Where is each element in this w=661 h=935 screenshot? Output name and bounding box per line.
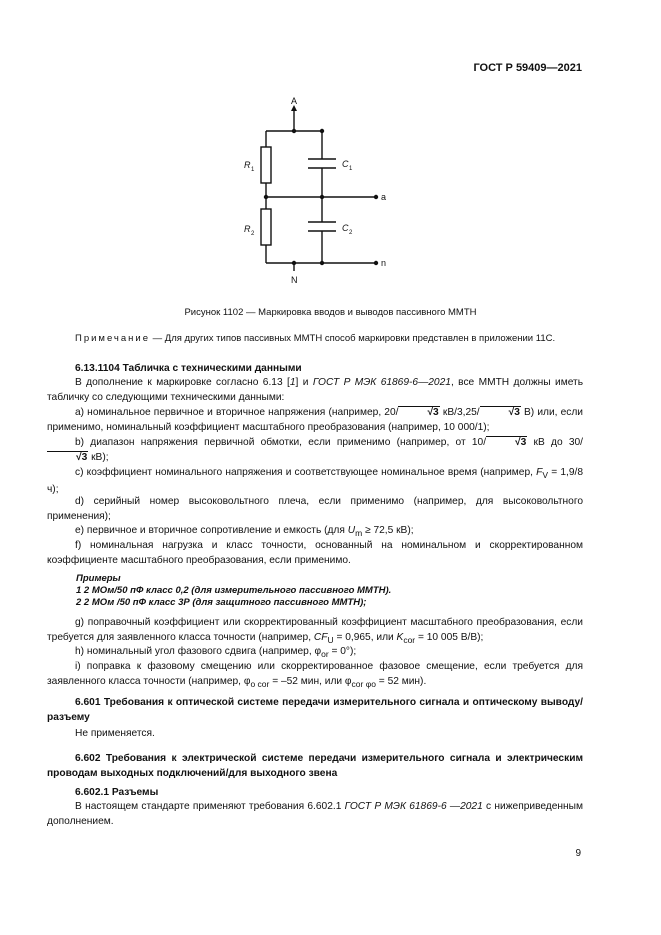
section-heading-6-602: 6.602 Требования к электрической системе передачи измерительного сигнала и электрическим проводам выходных подключений/для выходного звена bbox=[47, 753, 583, 779]
list-item-g: g) поправочный коэффициент или скорректированный коэффициент масштабного преобразования, если требуется для заявленного класса точности (например, $CF_U = 0,965$, или $K_{cor} = 10$ 005 В/В); bbox=[47, 617, 583, 645]
note: Примечание — Для других типов пассивных ММТН способ маркировки представлен в приложении 11С. bbox=[75, 333, 556, 344]
terminal-n-label: n bbox=[381, 258, 387, 268]
c2-label: C bbox=[342, 223, 349, 233]
r1-label: R bbox=[244, 160, 251, 170]
page-number: 9 bbox=[575, 848, 581, 859]
list-item-f: f) номинальная нагрузка и класс точности, основанный на номинальном и скорректированном коэффициенте масштабного преобразования, если применимо. bbox=[47, 540, 583, 566]
section-heading-6-13-1104: 6.13.1104 Табличка с техническими данными bbox=[75, 363, 302, 374]
r1-subscript: 1 bbox=[251, 167, 255, 173]
list-item-h: h) номинальный угол фазового сдвига (например, $\varphi_{or} = 0^\circ$); bbox=[75, 646, 357, 660]
note-label: Примечание bbox=[75, 333, 150, 344]
list-item-c: c) коэффициент номинального напряжения и соответствующее номинальное время (например, $F_V = 1,9/8$ ч); bbox=[47, 467, 583, 495]
example-1: 1 2 МОм/50 пФ класс 0,2 (для измерительного пассивного ММТН). bbox=[76, 585, 392, 596]
section-heading-6-602-1: 6.602.1 Разъемы bbox=[75, 787, 159, 798]
terminal-N-label: N bbox=[291, 275, 298, 285]
terminal-A-label: A bbox=[291, 96, 298, 106]
list-item-i: i) поправка к фазовому смещению или скорректированное фазовое смещение, если требуется для заявленного класса точности (например, $\varphi_{o cor} = -52$ мин, или $\varphi_{cor \varphi o} = 52$ мин). bbox=[47, 661, 583, 689]
paragraph-intro: В дополнение к маркировке согласно 6.13 [1] и ГОСТ Р МЭК 61869-6—2021, все ММТН должны иметь табличку со следующими техническими данными: bbox=[47, 377, 584, 403]
paragraph-6-601: Не применяется. bbox=[75, 728, 155, 739]
c1-label: C bbox=[342, 159, 349, 169]
examples-title: Примеры bbox=[76, 573, 121, 584]
document-code: ГОСТ Р 59409—2021 bbox=[473, 62, 582, 74]
list-item-e: e) первичное и вторичное сопротивление и емкость (для $U_m \ge 72,5$ кВ); bbox=[75, 525, 414, 539]
r2-label: R bbox=[244, 224, 251, 234]
list-item-d: d) серийный номер высоковольтного плеча, если применимо (например, для высоковольтного применения); bbox=[47, 496, 583, 522]
c1-subscript: 1 bbox=[349, 166, 353, 172]
list-item-b: b) диапазон напряжения первичной обмотки, если применимо (например, от 10/ √3 кВ до 30/√3 кВ); bbox=[47, 436, 583, 465]
list-item-a: a) номинальное первичное и вторичное напряжения (например, 20/ √3 кВ/3,25/ √3 В) или, если применимо, номинальный коэффициент масштабного преобразования (например, 10 000/1); bbox=[47, 407, 583, 433]
circuit-diagram bbox=[230, 95, 400, 295]
figure-caption: Рисунок 1102 — Маркировка вводов и выводов пассивного ММТН bbox=[184, 307, 477, 318]
r2-subscript: 2 bbox=[251, 231, 255, 237]
terminal-a-label: a bbox=[381, 192, 387, 202]
paragraph-6-602-1: В настоящем стандарте применяют требования 6.602.1 ГОСТ Р МЭК 61869-6 —2021 с нижеприведенным дополнением. bbox=[47, 801, 583, 827]
example-2: 2 2 МОм /50 пФ класс 3Р (для защитного пассивного ММТН); bbox=[76, 597, 367, 608]
c2-subscript: 2 bbox=[349, 230, 353, 236]
section-heading-6-601: 6.601 Требования к оптической системе передачи измерительного сигнала и оптическому выводу/разъему bbox=[47, 697, 583, 723]
